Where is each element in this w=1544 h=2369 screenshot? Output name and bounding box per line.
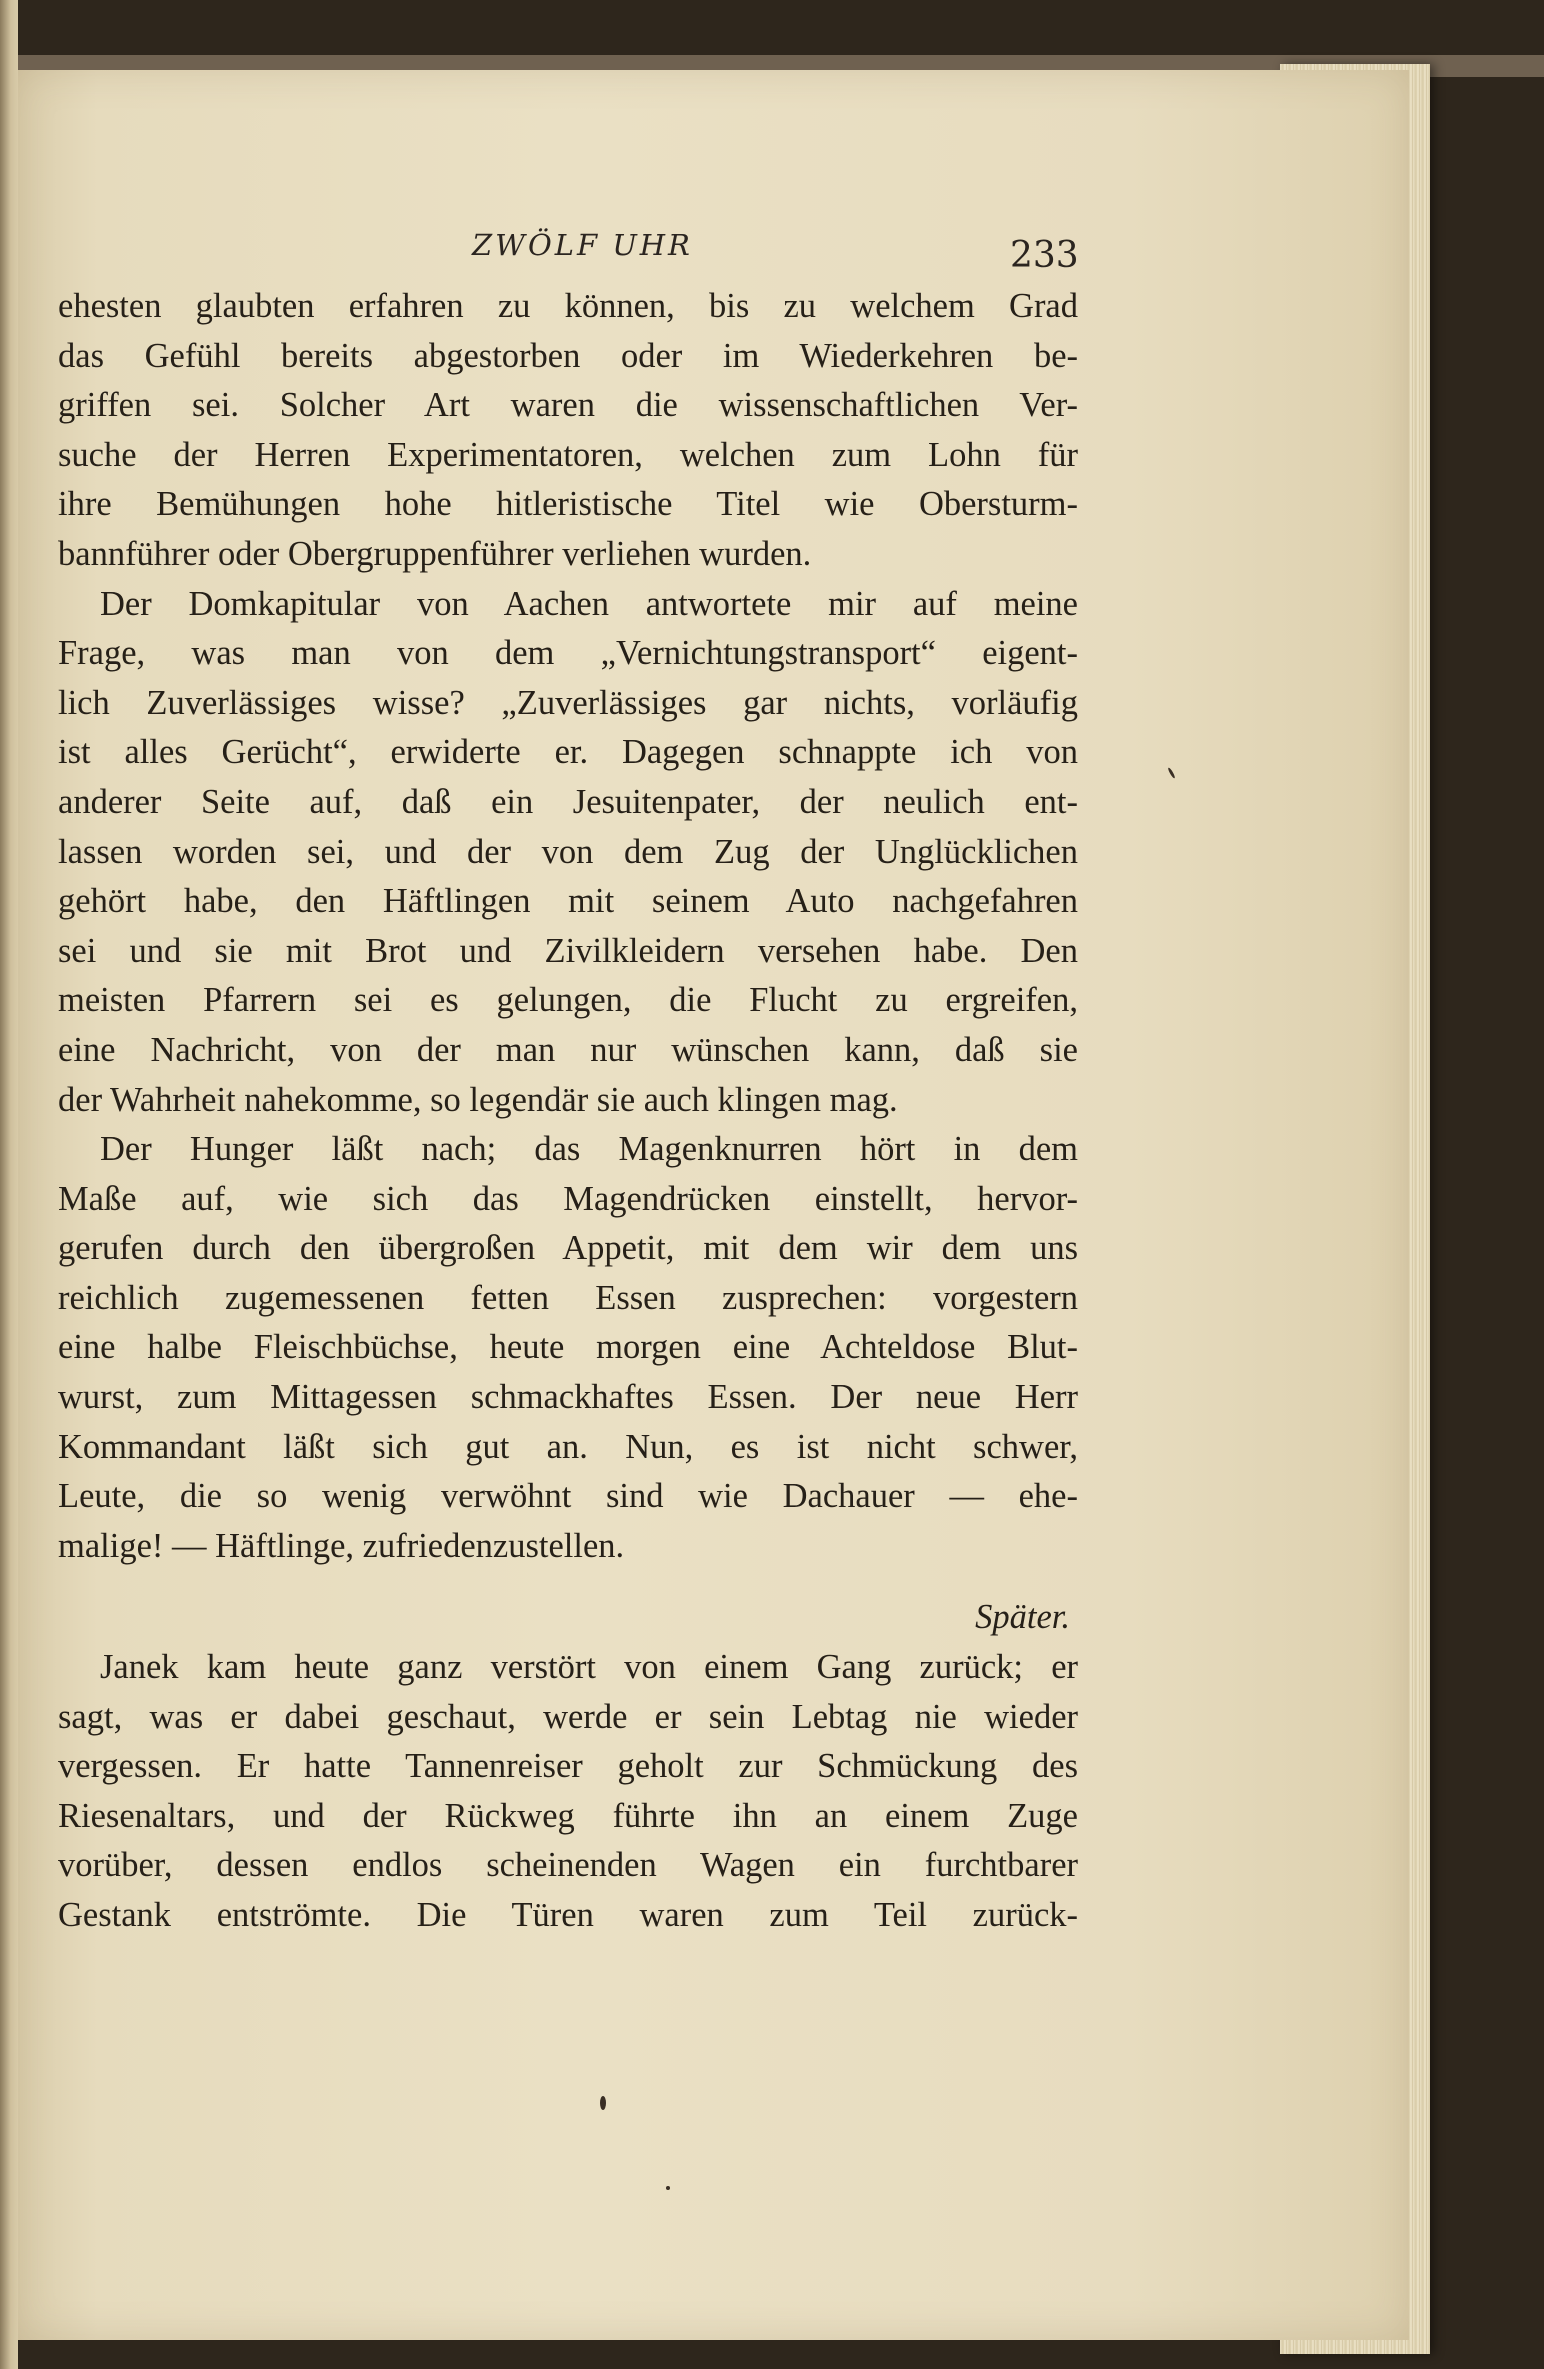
- text-line: bannführer oder Obergruppenführer verliehen wurden.: [58, 534, 812, 573]
- text-line: anderer Seite auf, daß ein Jesuitenpater, der neulich ent-: [58, 782, 1078, 821]
- section-gap: [58, 1571, 1078, 1587]
- text-line: Riesenaltars, und der Rückweg führte ihn an einem Zuge: [58, 1796, 1078, 1835]
- page-number: 233: [1010, 235, 1079, 276]
- paragraph-4: [58, 1643, 1078, 1941]
- section-marker: Später.: [975, 1598, 1070, 1637]
- text-line: suche der Herren Experimentatoren, welchen zum Lohn für: [58, 435, 1078, 474]
- text-line: lassen worden sei, und der von dem Zug der Unglücklichen: [58, 832, 1078, 871]
- text-line: Leute, die so wenig verwöhnt sind wie Dachauer — ehe-: [58, 1477, 1078, 1516]
- body-text: [58, 282, 1078, 1941]
- text-line: meisten Pfarrern sei es gelungen, die Flucht zu ergreifen,: [58, 981, 1078, 1020]
- binding-edge: [0, 0, 18, 2369]
- text-line: Frage, was man von dem „Vernichtungstransport“ eigent-: [58, 634, 1078, 673]
- text-line: gehört habe, den Häftlingen mit seinem Auto nachgefahren: [58, 882, 1078, 921]
- text-line: Kommandant läßt sich gut an. Nun, es ist nicht schwer,: [58, 1427, 1078, 1466]
- paragraph-2: [58, 580, 1078, 1126]
- text-line: Der Hunger läßt nach; das Magenknurren hört in dem: [100, 1130, 1078, 1169]
- ink-speck: [666, 2186, 670, 2190]
- text-line: ist alles Gerücht“, erwiderte er. Dagegen schnappte ich von: [58, 733, 1078, 772]
- text-line: sagt, was er dabei geschaut, werde er sein Lebtag nie wieder: [58, 1697, 1078, 1736]
- text-line: malige! — Häftlinge, zufriedenzustellen.: [58, 1526, 625, 1565]
- text-line: griffen sei. Solcher Art waren die wissenschaftlichen Ver-: [58, 386, 1078, 425]
- text-line: das Gefühl bereits abgestorben oder im Wiederkehren be-: [58, 336, 1078, 375]
- text-line: der Wahrheit nahekomme, so legendär sie auch klingen mag.: [58, 1080, 898, 1119]
- paragraph-1: [58, 282, 1078, 580]
- running-head: ZWÖLF UHR: [472, 228, 693, 262]
- text-line: ihre Bemühungen hohe hitleristische Titel wie Obersturm-: [58, 485, 1078, 524]
- text-line: reichlich zugemessenen fetten Essen zusprechen: vorgestern: [58, 1278, 1078, 1317]
- text-line: eine Nachricht, von der man nur wünschen kann, daß sie: [58, 1030, 1078, 1069]
- paragraph-3: [58, 1125, 1078, 1571]
- text-line: vorüber, dessen endlos scheinenden Wagen ein furchtbarer: [58, 1846, 1078, 1885]
- ink-speck: [600, 2096, 606, 2110]
- text-line: wurst, zum Mittagessen schmackhaftes Essen. Der neue Herr: [58, 1378, 1078, 1417]
- text-line: Maße auf, wie sich das Magendrücken einstellt, hervor-: [58, 1179, 1078, 1218]
- text-line: gerufen durch den übergroßen Appetit, mit dem wir dem uns: [58, 1229, 1078, 1268]
- text-line: Gestank entströmte. Die Türen waren zum Teil zurück-: [58, 1896, 1078, 1934]
- text-line: vergessen. Er hatte Tannenreiser geholt zur Schmückung des: [58, 1747, 1078, 1786]
- text-line: lich Zuverlässiges wisse? „Zuverlässiges gar nichts, vorläufig: [58, 683, 1078, 722]
- text-line: sei und sie mit Brot und Zivilkleidern versehen habe. Den: [58, 931, 1078, 970]
- text-line: eine halbe Fleischbüchse, heute morgen eine Achteldose Blut-: [58, 1328, 1078, 1367]
- text-line: Der Domkapitular von Aachen antwortete mir auf meine: [100, 584, 1078, 623]
- text-line: Janek kam heute ganz verstört von einem Gang zurück; er: [100, 1648, 1078, 1687]
- text-line: ehesten glaubten erfahren zu können, bis zu welchem Grad: [58, 287, 1078, 325]
